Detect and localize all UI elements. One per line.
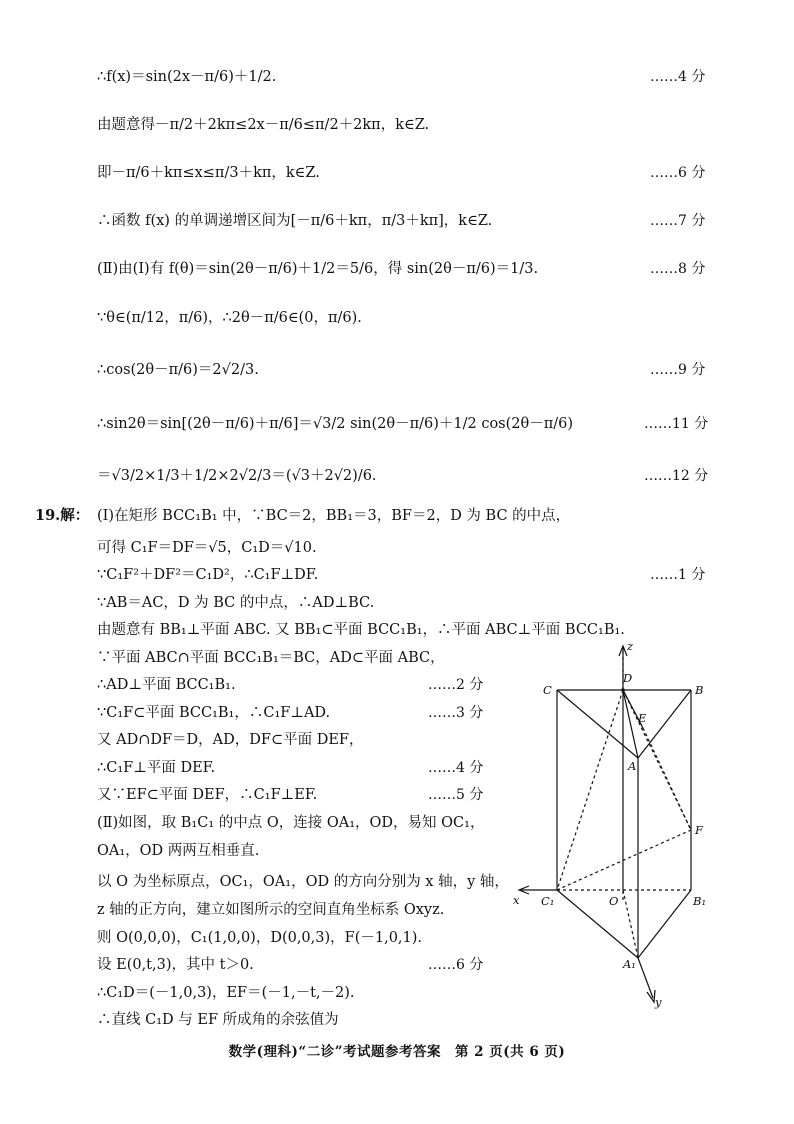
answer-text: ∵AB＝AC，D 为 BC 的中点，∴AD⊥BC. <box>97 595 375 611</box>
label-B1: B₁ <box>693 894 707 908</box>
answer-text: 即－π/6＋kπ≤x≤π/3＋kπ，k∈Z. <box>97 165 320 181</box>
score-label: ……2 分 <box>428 677 484 693</box>
score-label: ……12 分 <box>644 468 709 484</box>
label-A1: A₁ <box>623 957 636 971</box>
label-y: y <box>655 995 662 1009</box>
line-DC1 <box>557 690 623 890</box>
score-label: ……6 分 <box>428 957 484 973</box>
answer-line <box>0 305 794 331</box>
label-C1: C₁ <box>541 894 555 908</box>
answer-text: ∴cos(2θ－π/6)＝2√2/3. <box>97 362 259 378</box>
answer-text: ∴f(x)＝sin(2x－π/6)＋1/2. <box>97 69 277 85</box>
answer-line <box>0 112 794 138</box>
point-D <box>621 688 625 692</box>
answer-text: 由题意得－π/2＋2kπ≤2x－π/6≤π/2＋2kπ，k∈Z. <box>97 117 430 133</box>
label-C: C <box>543 683 552 697</box>
problem19-line <box>0 503 794 529</box>
answer-text: (Ⅱ)由(Ⅰ)有 f(θ)＝sin(2θ－π/6)＋1/2＝5/6，得 sin(2θ－π/6)＝1/3. <box>97 261 539 277</box>
score-label: ……5 分 <box>428 787 484 803</box>
line-C1F <box>557 830 691 890</box>
answer-text: ∴直线 C₁D 与 EF 所成角的余弦值为 <box>97 1012 339 1028</box>
edge-C1A1 <box>557 890 638 958</box>
answer-text: ∵C₁F²＋DF²＝C₁D²，∴C₁F⊥DF. <box>97 567 319 583</box>
answer-text: 又 AD∩DF＝D，AD，DF⊂平面 DEF， <box>97 732 364 748</box>
problem-number: 19.解： <box>35 507 90 524</box>
answer-text: ∵θ∈(π/12，π/6)，∴2θ－π/6∈(0，π/6). <box>97 310 362 326</box>
answer-text: 以 O 为坐标原点，OC₁，OA₁，OD 的方向分别为 x 轴，y 轴， <box>97 874 509 890</box>
score-label: ……3 分 <box>428 705 484 721</box>
answer-text: ∴sin2θ＝sin[(2θ－π/6)＋π/6]＝√3/2 sin(2θ－π/6)＋1/2 cos(2θ－π/6) <box>97 416 574 432</box>
score-label: ……1 分 <box>650 567 706 583</box>
answer-line <box>0 160 794 186</box>
answer-text: ∴C₁F⊥平面 DEF. <box>97 760 216 776</box>
answer-text: OA₁，OD 两两互相垂直. <box>97 843 260 859</box>
score-label: ……4 分 <box>428 760 484 776</box>
answer-line <box>0 208 794 234</box>
answer-text: ∴AD⊥平面 BCC₁B₁. <box>97 677 236 693</box>
answer-text: ＝√3/2×1/3＋1/2×2√2/3＝(√3＋2√2)/6. <box>97 468 377 484</box>
answer-line <box>0 256 794 282</box>
label-F: F <box>695 823 703 837</box>
answer-line <box>0 357 794 383</box>
label-D: D <box>623 671 633 685</box>
answer-text: (Ⅰ)在矩形 BCC₁B₁ 中，∵BC＝2，BB₁＝3，BF＝2，D 为 BC 的中点， <box>97 508 571 524</box>
score-label: ……8 分 <box>650 261 706 277</box>
score-label: ……4 分 <box>650 69 706 85</box>
page-footer: 数学(理科)“二诊”考试题参考答案 第 2 页(共 6 页) <box>228 1044 566 1060</box>
label-z: z <box>627 640 634 653</box>
answer-text: z 轴的正方向，建立如图所示的空间直角坐标系 Oxyz. <box>97 902 445 918</box>
answer-line <box>0 463 794 489</box>
answer-text: 可得 C₁F＝DF＝√5，C₁D＝√10. <box>97 540 317 556</box>
answer-line <box>0 64 794 90</box>
answer-text: 由题意有 BB₁⊥平面 ABC. 又 BB₁⊂平面 BCC₁B₁，∴平面 ABC⊥平面 BCC₁B₁. <box>97 622 625 638</box>
label-E: E <box>638 711 647 725</box>
label-O: O <box>609 894 619 908</box>
y-axis-line <box>638 958 653 998</box>
problem19-line <box>0 562 794 588</box>
answer-text: (Ⅱ)如图，取 B₁C₁ 的中点 O，连接 OA₁，OD，易知 OC₁， <box>97 815 485 831</box>
answer-text: 则 O(0,0,0)，C₁(1,0,0)，D(0,0,3)，F(－1,0,1). <box>97 930 423 946</box>
answer-text: ∴C₁D＝(－1,0,3)，EF＝(－1,－t,－2). <box>97 985 355 1001</box>
label-B: B <box>695 683 704 697</box>
answer-line <box>0 411 794 437</box>
prism-diagram <box>505 640 720 1010</box>
answer-text: 又∵EF⊂平面 DEF，∴C₁F⊥EF. <box>97 787 318 803</box>
score-label: ……6 分 <box>650 165 706 181</box>
score-label: ……11 分 <box>644 416 709 432</box>
answer-text: ∴函数 f(x) 的单调递增区间为[－π/6＋kπ，π/3＋kπ]，k∈Z. <box>97 213 493 229</box>
score-label: ……9 分 <box>650 362 706 378</box>
problem19-line <box>0 1007 794 1033</box>
answer-text: ∵平面 ABC∩平面 BCC₁B₁＝BC，AD⊂平面 ABC， <box>97 650 445 666</box>
problem19-line <box>0 590 794 616</box>
label-x: x <box>513 893 520 907</box>
answer-text: 设 E(0,t,3)，其中 t＞0. <box>97 957 254 973</box>
edge-B1A1 <box>638 890 691 958</box>
answer-text: ∵C₁F⊂平面 BCC₁B₁，∴C₁F⊥AD. <box>97 705 331 721</box>
score-label: ……7 分 <box>650 213 706 229</box>
label-A: A <box>628 759 637 773</box>
problem19-line <box>0 535 794 561</box>
